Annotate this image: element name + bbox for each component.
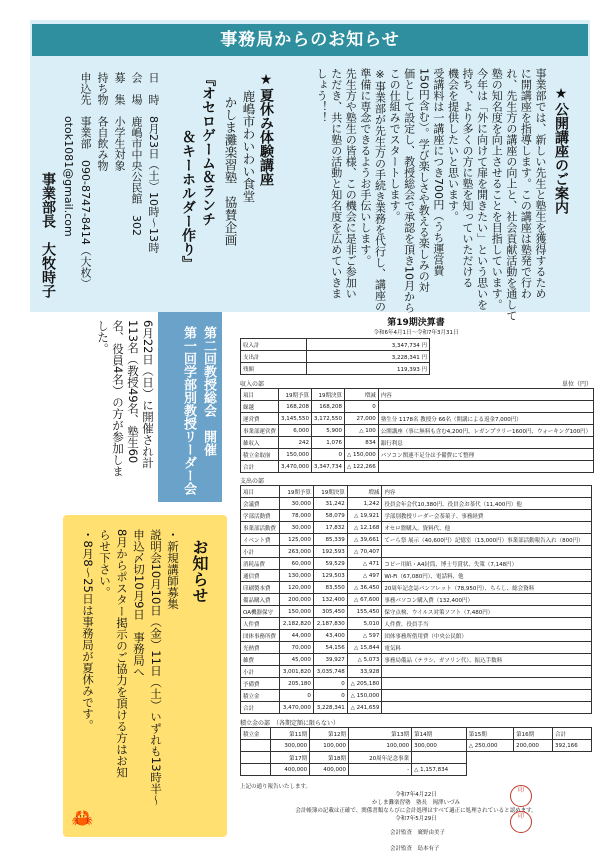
table-cell: 事務局備品（テラシ、ガソリン代）、振込手数料 xyxy=(382,654,592,666)
table-cell: 公開講座（事に無料も含む4,200円、レガンプラリー1600円、ウォーキング100円） xyxy=(378,425,593,437)
table-cell: 第12期 xyxy=(310,728,349,740)
summer-signature: 事業部長 大牧時子 xyxy=(40,172,56,298)
table-cell: 5,010 xyxy=(347,618,382,630)
table-cell: 100,000 xyxy=(310,740,349,752)
table-cell: 205,180 xyxy=(280,678,314,690)
lecture-line: 事業部では、新しい先生と塾生を獲得するため xyxy=(534,68,547,299)
table-cell: 3,228,341 円 xyxy=(306,351,429,363)
table-cell: 第17期 xyxy=(271,752,310,764)
expense-row xyxy=(241,642,592,654)
table-cell: 銀行利息 xyxy=(378,437,593,449)
lecture-line: 150円含む）。学び楽しさや教える楽しみの対 xyxy=(417,68,431,293)
table-cell: 17,832 xyxy=(313,522,347,534)
table-cell: 消耗品費 xyxy=(241,558,280,570)
table-cell: 増減 xyxy=(347,486,382,498)
table-cell: 塾生分 1178名 教授分 66名（開講による返金7,000円） xyxy=(378,413,593,425)
table-cell: △ 39,661 xyxy=(347,534,382,546)
table-cell: 備品購入費 xyxy=(241,594,280,606)
table-cell: 合計 xyxy=(241,702,280,714)
meeting-note: 6月22日（日）に開催され計113名（教授49名、塾生60名、役員4名）の方が参加しました。 xyxy=(96,320,155,477)
table-cell: △ 150,000 xyxy=(347,690,382,702)
table-cell: 第13期 xyxy=(349,728,412,740)
table-cell: 3,347,734 円 xyxy=(306,339,429,351)
table-cell: てーら祭 展示（40,600円）記憶室（13,000円）事業部活動報告入れ（800円） xyxy=(382,534,592,546)
table-cell xyxy=(241,764,271,776)
reserve-row xyxy=(241,740,592,752)
table-cell: △ 597 xyxy=(347,630,382,642)
lecture-line: 受講料は一講座につき700円（うち運営費 xyxy=(431,68,445,276)
table-cell: 合計 xyxy=(241,461,279,473)
table-cell: 3,228,341 xyxy=(313,702,347,714)
footer-audit-note: 会計帳簿の記載は正確で、関係書類ならびに会計処理はすべて適正に処理されていると認めます。 xyxy=(295,808,537,814)
expense-row xyxy=(241,678,592,690)
table-cell: 132,400 xyxy=(313,594,347,606)
table-cell: 54,156 xyxy=(313,642,347,654)
table-cell: 200,000 xyxy=(514,740,553,752)
seal-stamp: 印 xyxy=(510,785,532,807)
table-cell: 1,242 xyxy=(347,498,382,510)
table-cell: △ 241,659 xyxy=(347,702,382,714)
expense-row xyxy=(241,582,592,594)
expense-header-row xyxy=(241,486,592,498)
table-cell: 39,927 xyxy=(313,654,347,666)
table-cell: 119,393 円 xyxy=(306,363,429,375)
table-cell: 事業部運営費 xyxy=(241,425,279,437)
lecture-line: ただき、共に塾の活動と知名度を広めていきま xyxy=(329,68,343,299)
table-cell: 学部別教授リーダー会茶菓子、事務経費 xyxy=(382,510,592,522)
lecture-line: 準備に専念できるようお手伝いします。 xyxy=(358,68,372,266)
table-cell: 積立金 xyxy=(241,728,271,740)
notice-item: らせ下さい。 xyxy=(98,529,112,598)
table-cell: 400,000 xyxy=(271,764,310,776)
lecture-heading: ★公開講座のご案内 xyxy=(553,86,569,214)
expense-table xyxy=(240,485,592,714)
table-cell: △ 497 xyxy=(347,570,382,582)
lecture-line: 先生方や塾生の皆様、この機会に是非ご参加い xyxy=(344,68,358,299)
lecture-line: この仕組みでスタートします。 xyxy=(388,68,402,222)
table-cell: 3,145,550 xyxy=(279,413,312,425)
table-cell: 242 xyxy=(279,437,312,449)
table-cell: 59,529 xyxy=(313,558,347,570)
table-cell: 増減 xyxy=(345,389,379,401)
lecture-line: 塾の知名度を向上させることを目指しています。 xyxy=(490,68,504,310)
table-cell xyxy=(378,401,593,413)
table-cell: 30,000 xyxy=(280,522,314,534)
summer-detail: 持ち物 各自飲み物 xyxy=(96,72,109,171)
table-cell: 19期予算 xyxy=(279,389,312,401)
table-cell: 小計 xyxy=(241,546,280,558)
table-cell: 44,000 xyxy=(280,630,314,642)
table-cell: 58,079 xyxy=(313,510,347,522)
table-cell: 20周年記念誌パンフレット（78,950円）、ちらし、総会資料 xyxy=(382,582,592,594)
footer-org: かしま灘楽習塾 塾長 岡澤いづみ xyxy=(371,800,460,806)
income-row xyxy=(241,449,594,461)
table-cell: 小計 xyxy=(241,666,280,678)
table-cell: 19期決算 xyxy=(312,389,345,401)
table-cell: 300,000 xyxy=(271,740,310,752)
table-cell: 192,593 xyxy=(313,546,347,558)
summer-detail: 会 場 鹿嶋市中央公民館 302 xyxy=(130,72,143,236)
table-cell: △ 5,073 xyxy=(347,654,382,666)
table-cell: △ 100 xyxy=(345,425,379,437)
table-cell: 会議費 xyxy=(241,498,280,510)
summer-org2: かしま灘楽習塾 協賛企画 xyxy=(223,96,238,246)
finance-period: 令和6年4月1日～令和7年3月31日 xyxy=(373,330,459,336)
finance-title: 第19期決算書 xyxy=(387,318,445,328)
table-cell: 155,450 xyxy=(347,606,382,618)
expense-row xyxy=(241,546,592,558)
expense-row xyxy=(241,498,592,510)
table-cell: 収入計 xyxy=(241,339,307,351)
meeting-title2: 第二回教授総会 開催 xyxy=(201,326,216,456)
table-cell: 第16期 xyxy=(514,728,553,740)
table-cell: 19期予算 xyxy=(280,486,314,498)
table-cell: 120,000 xyxy=(280,582,314,594)
table-cell xyxy=(241,752,271,764)
table-cell: 130,000 xyxy=(280,570,314,582)
expense-row xyxy=(241,654,592,666)
footer-date1: 令和7年4月22日 xyxy=(395,792,437,798)
table-cell xyxy=(378,461,593,473)
table-cell: △ 471 xyxy=(347,558,382,570)
table-cell: △ 1,157,834 xyxy=(412,764,467,776)
table-cell xyxy=(382,702,592,714)
notice-item: ・8月8～25日は事務局が夏休みです。 xyxy=(81,529,95,731)
table-cell: 27,000 xyxy=(345,413,379,425)
lecture-line: ※事業部が先生方の手続き業務を代行し、講座の xyxy=(373,68,387,312)
finance-summary xyxy=(240,338,430,375)
summary-row xyxy=(241,339,430,351)
table-cell: 雑費 xyxy=(241,654,280,666)
expense-row xyxy=(241,702,592,714)
income-row xyxy=(241,401,594,413)
summer-title2: ＆キーホルダー作り』 xyxy=(180,130,196,270)
table-cell: 2,187,830 xyxy=(313,618,347,630)
table-cell: 事業部活動費 xyxy=(241,522,280,534)
table-cell: 内容 xyxy=(378,389,593,401)
expense-title: 支出の部 xyxy=(240,478,265,485)
summer-details xyxy=(60,72,162,302)
expense-row xyxy=(241,522,592,534)
summer-org1: 鹿嶋市わいわい食堂 xyxy=(241,90,256,203)
reserve-header-row xyxy=(241,728,592,740)
summer-detail: otok1081@gmail.com xyxy=(62,72,75,237)
table-cell: 保守点検、ウイルス対策ソフト（7,480円） xyxy=(382,606,592,618)
table-cell: 3,347,734 xyxy=(312,461,345,473)
table-cell: △ 205,180 xyxy=(347,678,382,690)
lecture-line: 価として設定し、教授総会で承認を頂き10月から xyxy=(402,68,416,313)
table-cell: △ 122,266 xyxy=(345,461,379,473)
expense-row xyxy=(241,666,592,678)
income-row xyxy=(241,425,594,437)
table-cell: - xyxy=(349,764,412,776)
reserve-row xyxy=(241,764,592,776)
expense-row xyxy=(241,570,592,582)
table-cell: 雑収入 xyxy=(241,437,279,449)
expense-row xyxy=(241,606,592,618)
table-cell: 残額 xyxy=(241,363,307,375)
table-cell: 役員会年会代10,380円、役員会お茶代（11,400円）他 xyxy=(382,498,592,510)
crab-illustration: 🦀 xyxy=(71,808,94,829)
income-row xyxy=(241,461,594,473)
table-cell xyxy=(412,752,467,764)
notice-item: ・新規講師募集 xyxy=(166,529,180,610)
lecture-line: れ、先生方の講座の向上と、社会貢献活動を通して xyxy=(504,68,518,321)
income-header-row xyxy=(241,389,594,401)
summer-heading: ★夏休み体験講座 xyxy=(258,72,274,186)
table-cell: 20周年記念事業 xyxy=(349,752,412,764)
table-cell: 834 xyxy=(345,437,379,449)
table-cell: 400,000 xyxy=(310,764,349,776)
notice-box xyxy=(63,515,227,837)
notice-item: 8月からポスター掲示のご協力を頂ける方はお知 xyxy=(115,529,129,778)
table-cell: 70,000 xyxy=(280,642,314,654)
expense-row xyxy=(241,630,592,642)
table-cell: 6,000 xyxy=(279,425,312,437)
table-cell: 0 xyxy=(313,690,347,702)
lecture-body xyxy=(314,68,548,321)
table-cell: △ 15,844 xyxy=(347,642,382,654)
table-cell: 85,339 xyxy=(313,534,347,546)
table-cell: 0 xyxy=(280,690,314,702)
table-cell: 305,450 xyxy=(313,606,347,618)
table-cell: 項目 xyxy=(241,486,280,498)
meeting-box xyxy=(158,312,222,502)
income-table xyxy=(240,388,594,473)
table-cell: 人件費 xyxy=(241,618,280,630)
table-cell: 合計 xyxy=(553,728,592,740)
table-cell: 支出計 xyxy=(241,351,307,363)
summer-title1: 『オセロゲーム＆ランチ xyxy=(200,72,216,226)
table-cell: 運営費 xyxy=(241,413,279,425)
table-cell: 印刷製本費 xyxy=(241,582,280,594)
expense-row xyxy=(241,618,592,630)
summer-detail: 募 集 小学生対象 xyxy=(113,72,126,171)
lecture-line: 持ち、より多くの方に塾を知っていただける xyxy=(461,68,475,288)
table-cell: 積立金取崩 xyxy=(241,449,279,461)
lecture-line: 今年は「外に向けて扉を開きたい」という思いを xyxy=(475,68,489,310)
summer-detail: 日 時 8月23日（土）10時～13時 xyxy=(147,72,160,253)
reserve-table xyxy=(240,727,592,776)
footer-date2: 令和7年5月29日 xyxy=(395,816,437,822)
table-cell: 積立金 xyxy=(241,690,280,702)
table-cell xyxy=(382,678,592,690)
summary-row xyxy=(241,351,430,363)
table-cell: 168,208 xyxy=(312,401,345,413)
lecture-line: 機会を提供したいと思います。 xyxy=(446,68,460,222)
summary-row xyxy=(241,363,430,375)
expense-row xyxy=(241,690,592,702)
table-cell: 31,242 xyxy=(313,498,347,510)
table-cell: 300,000 xyxy=(412,740,467,752)
reserve-title: 積立金の部 （各期定額に限らない） xyxy=(240,720,340,727)
notice-heading: お知らせ xyxy=(190,539,209,603)
table-cell: 3,001,820 xyxy=(280,666,314,678)
income-row xyxy=(241,413,594,425)
table-cell: 19期決算 xyxy=(313,486,347,498)
expense-row xyxy=(241,510,592,522)
table-cell: 150,000 xyxy=(280,606,314,618)
table-cell: 5,900 xyxy=(312,425,345,437)
table-cell: 予備費 xyxy=(241,678,280,690)
table-cell: 事務パソコン購入費（132,400円） xyxy=(382,594,592,606)
footer-note: 上記の通り報告いたします。 xyxy=(240,784,312,790)
table-cell: 内容 xyxy=(382,486,592,498)
expense-row xyxy=(241,558,592,570)
table-cell: 78,000 xyxy=(280,510,314,522)
table-cell: 第14期 xyxy=(412,728,467,740)
table-cell: 168,208 xyxy=(279,401,312,413)
table-cell: △ 36,450 xyxy=(347,582,382,594)
table-cell: Wi-Fi（67,080円）、電話料、他 xyxy=(382,570,592,582)
table-cell: 200,000 xyxy=(280,594,314,606)
auditor2: 会計監査 島本有子 xyxy=(390,846,440,852)
notice-item: 申込〆切10月9日 事務局へ xyxy=(132,529,146,678)
table-cell: 項目 xyxy=(241,389,279,401)
lecture-line: しょう！！ xyxy=(315,68,329,123)
seal-stamp: 印 xyxy=(510,811,532,833)
table-cell: 団体事務所費 xyxy=(241,630,280,642)
page-title: 事務局からのお知らせ xyxy=(32,24,588,56)
notice-item: 説明会10月10日（金）11日（土）いずれも13時半～ xyxy=(149,529,163,807)
table-cell xyxy=(382,690,592,702)
expense-row xyxy=(241,594,592,606)
finance-section xyxy=(240,315,592,852)
table-cell: △ 19,921 xyxy=(347,510,382,522)
table-cell: 129,503 xyxy=(313,570,347,582)
table-cell: 263,000 xyxy=(280,546,314,558)
table-cell: 100,000 xyxy=(349,740,412,752)
table-cell: イベント費 xyxy=(241,534,280,546)
table-cell: 150,000 xyxy=(279,449,312,461)
table-cell: 0 xyxy=(345,401,379,413)
table-cell: △ 250,000 xyxy=(466,740,513,752)
table-cell: 通信費 xyxy=(241,570,280,582)
table-cell: 人件費、役員手当 xyxy=(382,618,592,630)
table-cell: 1,076 xyxy=(312,437,345,449)
table-cell: 30,000 xyxy=(280,498,314,510)
table-cell: △ 12,168 xyxy=(347,522,382,534)
table-cell: 45,000 xyxy=(280,654,314,666)
table-cell: 3,172,550 xyxy=(312,413,345,425)
table-cell: 第18期 xyxy=(310,752,349,764)
table-cell: 125,000 xyxy=(280,534,314,546)
table-cell: 60,000 xyxy=(280,558,314,570)
table-cell: 83,550 xyxy=(313,582,347,594)
table-cell: △ 67,600 xyxy=(347,594,382,606)
table-cell: 33,928 xyxy=(347,666,382,678)
table-cell xyxy=(382,666,592,678)
table-cell: パソコン関連不足分は予備費にて整理 xyxy=(378,449,593,461)
table-cell: 43,400 xyxy=(313,630,347,642)
meeting-title1: 第一回学部別教授リーダー会 xyxy=(181,326,196,495)
table-cell: OA機器保守 xyxy=(241,606,280,618)
table-cell: 学部活動費 xyxy=(241,510,280,522)
unit-label: 単位（円） xyxy=(561,381,592,388)
table-cell: 3,470,000 xyxy=(280,702,314,714)
table-cell xyxy=(382,546,592,558)
income-title: 収入の部 xyxy=(240,381,265,388)
summer-detail: 申込先 事業部 090-8747-8414（大枚） xyxy=(79,72,92,289)
reserve-header-row xyxy=(241,752,592,764)
table-cell: 電気料 xyxy=(382,642,592,654)
table-cell: 団体事務所借用費（中央公民館） xyxy=(382,630,592,642)
income-row xyxy=(241,437,594,449)
table-cell xyxy=(241,740,271,752)
table-cell: 0 xyxy=(313,678,347,690)
table-cell: 392,166 xyxy=(553,740,592,752)
table-cell: 第15期 xyxy=(466,728,513,740)
table-cell: 第11期 xyxy=(271,728,310,740)
table-cell: 0 xyxy=(312,449,345,461)
auditor1: 会計監査 廣野由美子 xyxy=(390,830,446,836)
table-cell: 繰越 xyxy=(241,401,279,413)
notice-items xyxy=(79,529,181,819)
table-cell: コピー用紙・A4封筒、博士号賞状、失策（7,148円） xyxy=(382,558,592,570)
expense-row xyxy=(241,534,592,546)
table-cell: 3,035,748 xyxy=(313,666,347,678)
table-cell: 3,470,000 xyxy=(279,461,312,473)
table-cell: △ 70,407 xyxy=(347,546,382,558)
table-cell: 光熱費 xyxy=(241,642,280,654)
table-cell: △ 150,000 xyxy=(345,449,379,461)
lecture-line: に開講座を指導します。この講座は塾発で行わ xyxy=(519,68,533,299)
table-cell: オセロ盤購入、資料代、他 xyxy=(382,522,592,534)
table-cell: 2,182,820 xyxy=(280,618,314,630)
